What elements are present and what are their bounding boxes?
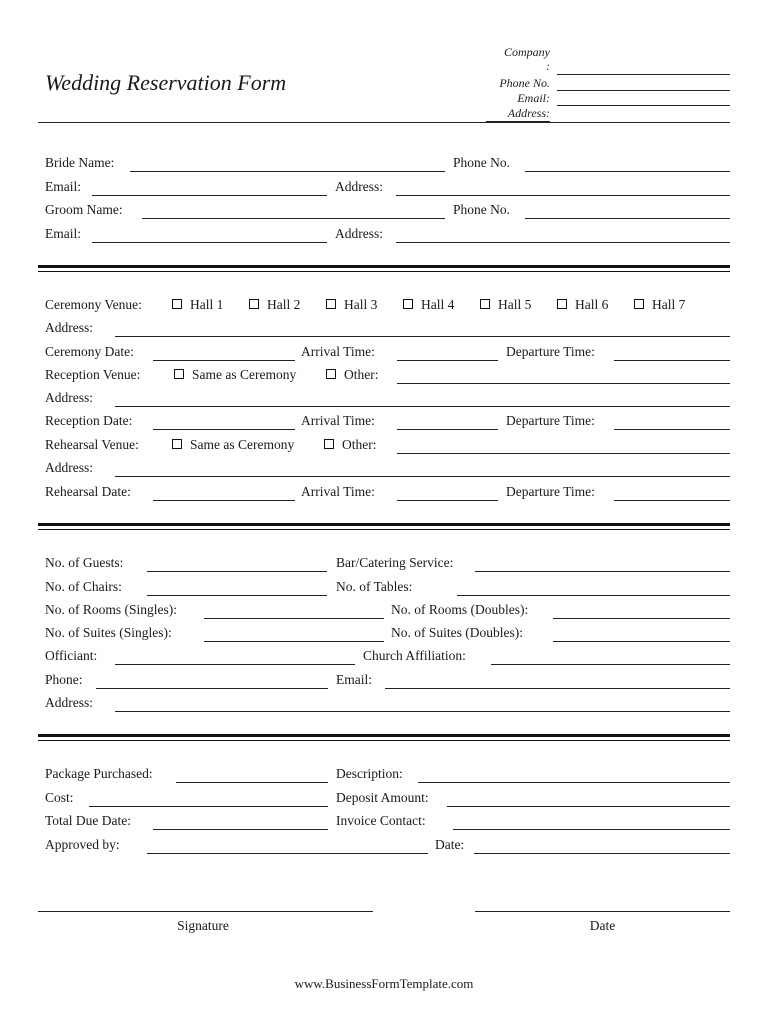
reception-arrival-label: Arrival Time: [301, 413, 375, 428]
approved-by-field[interactable] [147, 853, 428, 854]
guests-field[interactable] [147, 571, 327, 572]
same-as-ceremony-label: Same as Ceremony [192, 367, 297, 382]
hall-3-option[interactable] [326, 297, 377, 313]
tables-label: No. of Tables: [336, 579, 413, 594]
rehearsal-date-field[interactable] [153, 500, 295, 501]
groom-phone-label: Phone No. [453, 202, 510, 217]
footer-website: www.BusinessFormTemplate.com [294, 976, 474, 991]
officiant-label: Officiant: [45, 648, 98, 663]
other-label: Other: [344, 367, 379, 382]
ceremony-arrival-field[interactable] [397, 360, 498, 361]
officiant-phone-label: Phone: [45, 672, 83, 687]
rehearsal-same-option[interactable] [172, 437, 294, 453]
company-label: Company [504, 45, 550, 59]
groom-email-label: Email: [45, 226, 81, 241]
section-divider-2 [38, 523, 730, 530]
suites-doubles-field[interactable] [553, 641, 730, 642]
hall-5-label: Hall 5 [498, 297, 532, 312]
rehearsal-other-option[interactable] [324, 437, 377, 453]
officiant-address-label: Address: [45, 695, 93, 710]
chairs-field[interactable] [147, 595, 327, 596]
reception-other-option[interactable] [326, 367, 379, 383]
ceremony-address-field[interactable] [115, 336, 730, 337]
header-email-field[interactable] [557, 105, 730, 106]
hall-5-option[interactable] [480, 297, 531, 313]
tables-field[interactable] [457, 595, 730, 596]
rooms-singles-field[interactable] [204, 618, 384, 619]
bar-catering-field[interactable] [475, 571, 730, 572]
hall-1-label: Hall 1 [190, 297, 224, 312]
rehearsal-other-field[interactable] [397, 453, 730, 454]
checkbox-icon [403, 299, 413, 309]
ceremony-date-label: Ceremony Date: [45, 344, 134, 359]
reception-other-field[interactable] [397, 383, 730, 384]
rooms-singles-label: No. of Rooms (Singles): [45, 602, 178, 617]
hall-6-label: Hall 6 [575, 297, 609, 312]
groom-address-field[interactable] [396, 242, 730, 243]
approved-date-field[interactable] [474, 853, 730, 854]
hall-2-option[interactable] [249, 297, 300, 313]
rehearsal-address-field[interactable] [115, 476, 730, 477]
signature-label: Signature [177, 918, 229, 933]
checkbox-icon [480, 299, 490, 309]
hall-3-label: Hall 3 [344, 297, 378, 312]
groom-email-field[interactable] [92, 242, 327, 243]
bride-address-label: Address: [335, 179, 383, 194]
church-affiliation-field[interactable] [491, 664, 730, 665]
hall-7-label: Hall 7 [652, 297, 686, 312]
hall-1-option[interactable] [172, 297, 223, 313]
section-divider-3 [38, 734, 730, 741]
other-label: Other: [342, 437, 377, 452]
company-colon: : [546, 59, 550, 73]
officiant-email-field[interactable] [385, 688, 730, 689]
deposit-amount-label: Deposit Amount: [336, 790, 429, 805]
groom-name-field[interactable] [142, 218, 445, 219]
signature-date-label: Date [589, 918, 616, 933]
checkbox-icon [326, 369, 336, 379]
deposit-amount-field[interactable] [447, 806, 730, 807]
checkbox-icon [174, 369, 184, 379]
checkbox-icon [326, 299, 336, 309]
guests-label: No. of Guests: [45, 555, 124, 570]
description-label: Description: [336, 766, 403, 781]
ceremony-arrival-label: Arrival Time: [301, 344, 375, 359]
ceremony-date-field[interactable] [153, 360, 295, 361]
rehearsal-arrival-field[interactable] [397, 500, 498, 501]
rehearsal-departure-field[interactable] [614, 500, 730, 501]
reception-same-option[interactable] [174, 367, 296, 383]
hall-4-label: Hall 4 [421, 297, 455, 312]
description-field[interactable] [418, 782, 730, 783]
church-affiliation-label: Church Affiliation: [363, 648, 466, 663]
hall-4-option[interactable] [403, 297, 454, 313]
reception-date-field[interactable] [153, 429, 295, 430]
approved-date-label: Date: [435, 837, 465, 852]
bride-name-field[interactable] [130, 171, 445, 172]
groom-address-label: Address: [335, 226, 383, 241]
checkbox-icon [249, 299, 259, 309]
rehearsal-venue-label: Rehearsal Venue: [45, 437, 139, 452]
signature-date-line[interactable] [475, 911, 730, 912]
chairs-label: No. of Chairs: [45, 579, 122, 594]
reception-date-label: Reception Date: [45, 413, 133, 428]
total-due-date-label: Total Due Date: [45, 813, 132, 828]
bride-email-field[interactable] [92, 195, 327, 196]
hall-6-option[interactable] [557, 297, 608, 313]
officiant-email-label: Email: [336, 672, 372, 687]
cost-field[interactable] [89, 806, 328, 807]
invoice-contact-label: Invoice Contact: [336, 813, 426, 828]
ceremony-departure-label: Departure Time: [506, 344, 595, 359]
package-purchased-label: Package Purchased: [45, 766, 153, 781]
checkbox-icon [172, 439, 182, 449]
header-phone-label: Phone No. [499, 76, 550, 90]
rooms-doubles-label: No. of Rooms (Doubles): [391, 602, 529, 617]
officiant-address-field[interactable] [115, 711, 730, 712]
suites-singles-field[interactable] [204, 641, 384, 642]
same-as-ceremony-label: Same as Ceremony [190, 437, 295, 452]
reception-departure-label: Departure Time: [506, 413, 595, 428]
suites-singles-label: No. of Suites (Singles): [45, 625, 172, 640]
rehearsal-departure-label: Departure Time: [506, 484, 595, 499]
rehearsal-arrival-label: Arrival Time: [301, 484, 375, 499]
approved-by-label: Approved by: [45, 837, 120, 852]
header-address-label: Address: [507, 106, 550, 120]
bride-phone-label: Phone No. [453, 155, 510, 170]
package-purchased-field[interactable] [176, 782, 328, 783]
hall-2-label: Hall 2 [267, 297, 301, 312]
rehearsal-date-label: Rehearsal Date: [45, 484, 131, 499]
cost-label: Cost: [45, 790, 74, 805]
header-divider [38, 122, 730, 123]
header-phone-field[interactable] [557, 90, 730, 91]
reception-venue-label: Reception Venue: [45, 367, 141, 382]
form-title: Wedding Reservation Form [45, 70, 287, 95]
checkbox-icon [172, 299, 182, 309]
checkbox-icon [557, 299, 567, 309]
suites-doubles-label: No. of Suites (Doubles): [391, 625, 523, 640]
hall-7-option[interactable] [634, 297, 685, 313]
officiant-field[interactable] [115, 664, 355, 665]
signature-line[interactable] [38, 911, 373, 912]
reception-arrival-field[interactable] [397, 429, 498, 430]
bride-email-label: Email: [45, 179, 81, 194]
bride-address-field[interactable] [396, 195, 730, 196]
company-field[interactable] [557, 74, 730, 75]
ceremony-venue-label: Ceremony Venue: [45, 297, 142, 312]
bride-phone-field[interactable] [525, 171, 730, 172]
groom-name-label: Groom Name: [45, 202, 123, 217]
reception-address-field[interactable] [115, 406, 730, 407]
ceremony-address-label: Address: [45, 320, 93, 335]
bride-name-label: Bride Name: [45, 155, 115, 170]
checkbox-icon [634, 299, 644, 309]
officiant-phone-field[interactable] [96, 688, 328, 689]
invoice-contact-field[interactable] [453, 829, 730, 830]
total-due-date-field[interactable] [153, 829, 328, 830]
rooms-doubles-field[interactable] [553, 618, 730, 619]
header-email-label: Email: [517, 91, 550, 105]
rehearsal-address-label: Address: [45, 460, 93, 475]
ceremony-departure-field[interactable] [614, 360, 730, 361]
reception-address-label: Address: [45, 390, 93, 405]
reception-departure-field[interactable] [614, 429, 730, 430]
bar-catering-label: Bar/Catering Service: [336, 555, 454, 570]
checkbox-icon [324, 439, 334, 449]
groom-phone-field[interactable] [525, 218, 730, 219]
section-divider-1 [38, 265, 730, 272]
